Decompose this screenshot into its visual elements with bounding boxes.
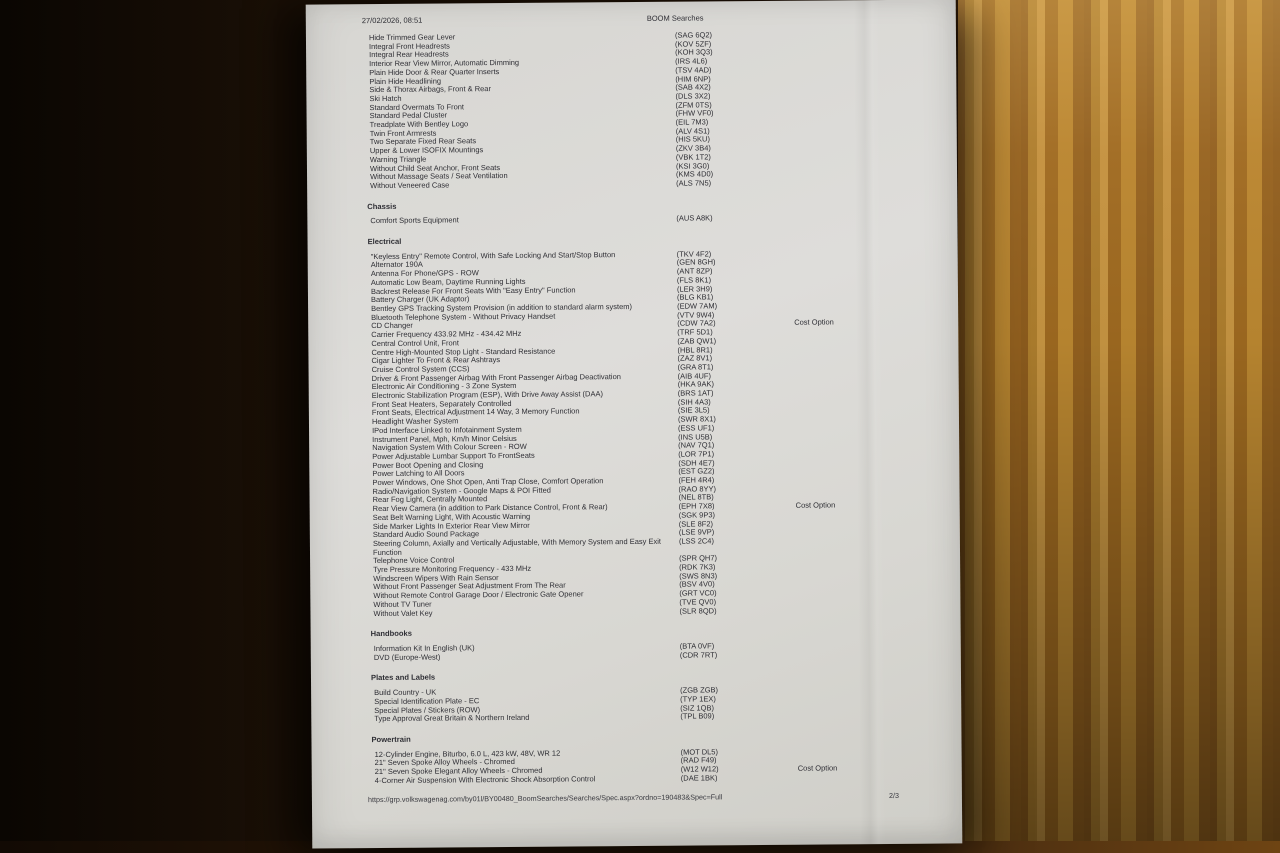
spec-item-name: Treadplate With Bentley Logo [369, 119, 469, 130]
spec-item-name: Special Plates / Stickers (ROW) [374, 704, 481, 715]
spec-item-code: (TSV 4AD) [675, 65, 712, 75]
spec-item-code: (SDH 4E7) [678, 458, 715, 468]
spec-item-name: Plain Hide Door & Rear Quarter Inserts [369, 66, 500, 77]
spec-item-name: Central Control Unit, Front [371, 338, 459, 348]
spec-item-note [796, 527, 951, 528]
spec-item-name: CD Changer [371, 321, 413, 331]
spec-item-note [794, 335, 949, 336]
spec-item-code: (SIH 4A3) [677, 397, 711, 407]
spec-item-note [794, 257, 949, 258]
spec-item-note [792, 90, 947, 91]
spec-item-note [795, 405, 950, 406]
spec-item-note [794, 266, 949, 267]
spec-item-code: (AUS A8K) [676, 213, 713, 224]
spec-item-code: (FLS 8K1) [676, 275, 712, 285]
spec-item-name: Windscreen Wipers With Rain Sensor [373, 572, 499, 583]
spec-item-name: Telephone Voice Control [373, 555, 455, 566]
spec-item-name: Without Veneered Case [370, 180, 450, 191]
spec-item-note [794, 248, 949, 249]
spec-item-name: Comfort Sports Equipment [370, 215, 459, 226]
spec-item-note [793, 143, 948, 144]
spec-item-note [795, 431, 950, 432]
spec-item-code: (BRS 1AT) [677, 388, 714, 398]
spec-item-name: Front Seat Heaters, Separately Controlled [371, 398, 512, 409]
section-heading: Electrical [367, 236, 402, 247]
spec-item-note [795, 457, 950, 458]
spec-section [367, 731, 952, 785]
desk-wood-surface [958, 0, 1280, 853]
spec-item-name: Two Separate Fixed Rear Seats [369, 136, 477, 147]
spec-item-note [797, 685, 952, 686]
spec-item-note: Cost Option [797, 763, 838, 773]
spec-item-name: Power Adjustable Lumbar Support To FrontSeats [372, 450, 535, 461]
spec-item-code: (HKA 9AK) [677, 379, 714, 389]
spec-item-code: (KSI 3G0) [675, 160, 710, 171]
spec-item-name: Without Massage Seats / Seat Ventilation [370, 171, 508, 182]
spec-item-note [795, 361, 950, 362]
spec-item-code: (CDW 7A2) [677, 318, 716, 329]
spec-item-name: Radio/Navigation System - Google Maps & POI Fitted [372, 485, 551, 496]
spec-item-name: Instrument Panel, Mph, Km/h Minor Celsius [372, 433, 517, 444]
spec-item-note [793, 177, 948, 178]
spec-item-name: 21" Seven Spoke Elegant Alloy Wheels - Chromed [374, 765, 543, 777]
spec-item-code: (W12 W12) [680, 764, 719, 774]
print-datetime: 27/02/2026, 08:51 [361, 15, 423, 26]
spec-item-code: (SWS 8N3) [679, 571, 718, 581]
spec-item-code: (SAG 6Q2) [674, 30, 713, 40]
spec-item-note [796, 579, 951, 580]
spec-item-name: Headlight Washer System [371, 416, 459, 427]
spec-item-note: Cost Option [794, 317, 834, 328]
spec-item-name: 12-Cylinder Engine, Biturbo, 6.0 L, 423 kW, 48V, WR 12 [374, 748, 561, 759]
spec-item-note [795, 388, 950, 389]
spec-item-note [793, 125, 948, 126]
spec-item-name: Without Front Passenger Seat Adjustment From The Rear [373, 581, 566, 592]
spec-item-code: (NAV 7Q1) [678, 440, 715, 450]
spec-item-name: Standard Pedal Cluster [369, 110, 448, 121]
section-items [364, 248, 952, 618]
spec-item-code: (TPL B09) [680, 711, 715, 721]
spec-item-name: Electronic Stabilization Program (ESP), With Drive Away Assist (DAA) [371, 389, 603, 401]
spec-item-code: (SAB 4X2) [675, 82, 711, 92]
spec-item-name: DVD (Europe-West) [373, 652, 441, 662]
spec-item-name: Rear Fog Light, Centrally Mounted [372, 494, 488, 505]
spec-item-note [796, 605, 951, 606]
spec-item-note [792, 47, 947, 48]
spec-item-code: (IRS 4L6) [675, 56, 708, 66]
spec-item-note [794, 283, 949, 284]
section-items [367, 641, 952, 663]
spec-item-name: Integral Front Headrests [368, 41, 450, 51]
spec-item-code: (BSV 4V0) [679, 579, 715, 590]
spec-item-name: Steering Column, Axially and Vertically Adjustable, With Memory System and Easy Exit Function [372, 536, 662, 557]
spec-item-name: Without Valet Key [373, 608, 433, 618]
spec-item-name: Rear View Camera (in addition to Park Distance Control, Front & Rear) [372, 502, 608, 514]
spec-item-note [796, 492, 951, 493]
spec-item-name: Twin Front Armrests [369, 128, 437, 138]
sections [362, 30, 953, 786]
spec-item-code: (LER 3H9) [676, 283, 713, 294]
spec-item-note [794, 353, 949, 354]
spec-item-note [792, 73, 947, 74]
spec-item-note [793, 213, 948, 214]
spec-item-note [798, 755, 953, 756]
spec-item-code: (ANT 8ZP) [676, 266, 713, 276]
spec-item-name: Tyre Pressure Monitoring Frequency - 433 MHz [373, 563, 532, 575]
spec-item-code: (SIE 3L5) [677, 405, 710, 416]
spec-item-name: Information Kit In English (UK) [373, 643, 475, 654]
spec-item-name: Centre High-Mounted Stop Light - Standard Resistance [371, 346, 556, 357]
spec-item-name: Power Latching to All Doors [372, 468, 465, 479]
spec-item-code: (EDW 7AM) [677, 301, 718, 311]
spec-item-name: Standard Audio Sound Package [372, 529, 480, 540]
spec-item-name: Plain Hide Headlining [369, 76, 442, 86]
spec-item-code: (KOV 5ZF) [674, 39, 712, 49]
spec-item-name: Bentley GPS Tracking System Provision (in addition to standard alarm system) [371, 301, 633, 314]
spec-item-note [797, 641, 952, 642]
spec-item-row [367, 711, 952, 724]
spec-item-code: (VTV 9W4) [677, 310, 715, 320]
spec-item-code: (CDR 7RT) [679, 650, 718, 660]
spec-item-note [796, 570, 951, 571]
printed-spec-sheet [306, 0, 963, 849]
spec-item-code: (FHW VF0) [675, 108, 714, 118]
spec-item-code: (GEN 8GH) [676, 257, 716, 268]
spec-section [364, 234, 952, 619]
spec-item-name: Backrest Release For Front Seats With "Easy Entry" Function [370, 285, 576, 296]
spec-item-note [797, 711, 952, 712]
section-heading: Plates and Labels [370, 672, 436, 683]
spec-item-note [792, 82, 947, 83]
spec-item-code: (AIB 4UF) [677, 371, 712, 381]
spec-item-note [795, 440, 950, 441]
spec-item-note [797, 693, 952, 694]
spec-item-name: Ski Hatch [369, 93, 402, 103]
spec-item-name: Build Country - UK [374, 687, 437, 698]
spec-item-code: (SIZ 1QB) [680, 702, 715, 713]
spec-item-code: (ALS 7N5) [676, 178, 712, 188]
spec-item-name: Alternator 190A [370, 260, 423, 270]
spec-item-name: Warning Triangle [369, 154, 427, 164]
spec-item-note [793, 117, 948, 118]
spec-item-code: (TVE QV0) [679, 597, 717, 607]
spec-section [362, 30, 948, 191]
spec-item-note [796, 518, 951, 519]
report-title: BOOM Searches [646, 13, 704, 23]
spec-item-note [795, 483, 950, 484]
section-items [367, 685, 952, 724]
spec-item-note [795, 466, 950, 467]
spec-item-note [797, 702, 952, 703]
spec-item-code: (MOT DL5) [680, 746, 718, 757]
page-content [362, 13, 953, 807]
spec-item-name: Special Identification Plate - EC [374, 696, 480, 706]
spec-item-code: (ZGB ZGB) [680, 685, 719, 695]
spec-item-note [792, 56, 947, 57]
spec-item-code: (HBL 8R1) [677, 344, 713, 355]
spec-item-name: Upper & Lower ISOFIX Mountings [369, 145, 484, 156]
spec-section [363, 198, 948, 226]
spec-item-note [796, 535, 951, 536]
spec-item-note [794, 301, 949, 302]
spec-item-name: Cigar Lighter To Front & Rear Ashtrays [371, 355, 501, 366]
spec-item-code: (TYP 1EX) [680, 694, 716, 704]
spec-item-note [792, 99, 947, 100]
spec-item-note [796, 562, 951, 563]
spec-item-code: (ZKV 3B4) [675, 143, 711, 153]
spec-item-note [796, 596, 951, 597]
spec-item-note [793, 134, 948, 135]
spec-item-note [795, 396, 950, 397]
spec-item-code: (ZAZ 8V1) [677, 353, 713, 363]
spec-item-name: Hide Trimmed Gear Lever [368, 32, 456, 43]
spec-item-code: (NEL 8TB) [678, 492, 714, 503]
spec-item-name: Navigation System With Colour Screen - ROW [372, 442, 527, 453]
spec-item-note [793, 160, 948, 161]
spec-item-name: Type Approval Great Britain & Northern Ireland [374, 713, 530, 724]
spec-item-code: (SLE 8F2) [678, 518, 714, 529]
spec-item-name: Power Windows, One Shot Open, Anti Trap Close, Comfort Operation [372, 476, 604, 488]
spec-item-note [795, 370, 950, 371]
spec-item-note [792, 30, 947, 31]
spec-item-name: Automatic Low Beam, Daytime Running Lights [370, 276, 526, 287]
spec-item-code: (SLR 8QD) [679, 605, 717, 616]
spec-item-name: Side Marker Lights In Exterior Rear View Mirror [372, 520, 530, 531]
spec-item-note [796, 553, 951, 554]
page-header [362, 13, 947, 27]
spec-item-code: (EIL 7M3) [675, 117, 709, 127]
spec-item-code: (ALV 4S1) [675, 126, 710, 136]
spec-item-note [798, 746, 953, 747]
spec-item-code: (ZAB QW1) [677, 336, 717, 346]
spec-item-code: (SWR 8X1) [677, 414, 716, 424]
section-heading: Powertrain [371, 734, 411, 744]
spec-item-note [795, 475, 950, 476]
spec-item-code: (KOH 3Q3) [675, 47, 713, 58]
spec-item-code: (LSE 9VP) [678, 527, 715, 537]
spec-item-code: (FEH 4R4) [678, 475, 715, 485]
spec-item-note [796, 588, 951, 589]
spec-item-note [794, 292, 949, 293]
spec-item-code: (SPR QH7) [679, 553, 718, 564]
spec-item-code: (HIM 6NP) [675, 73, 711, 84]
spec-item-code: (LSS 2C4) [678, 536, 714, 546]
page-number: 2/3 [888, 791, 899, 801]
spec-item-code: (ZFM 0TS) [675, 100, 712, 110]
spec-item-code: (TRF 5D1) [677, 327, 713, 337]
spec-item-note [795, 422, 950, 423]
spec-item-code: (BLG KB1) [676, 292, 714, 302]
spec-item-name: IPod Interface Linked to Infotainment System [372, 424, 522, 435]
spec-section [367, 670, 952, 724]
spec-item-code: (TKV 4F2) [676, 249, 712, 259]
spec-item-note [793, 108, 948, 109]
spec-item-code: (DLS 3X2) [675, 91, 711, 101]
spec-item-note [792, 38, 947, 39]
spec-item-note [794, 309, 949, 310]
spec-item-name: 4-Corner Air Suspension With Electronic Shock Absorption Control [374, 774, 596, 785]
spec-item-code: (DAE 1BK) [680, 773, 718, 783]
section-items [363, 213, 948, 226]
spec-item-code: (RDK 7K3) [679, 562, 716, 572]
section-heading: Chassis [367, 201, 397, 211]
spec-item-code: (LOR 7P1) [678, 449, 715, 459]
spec-item-name: Driver & Front Passenger Airbag With Front Passenger Airbag Deactivation [371, 371, 621, 383]
spec-item-code: (SGK 9P3) [678, 510, 716, 520]
spec-item-code: (GRA 8T1) [677, 362, 714, 372]
spec-item-name: 21" Seven Spoke Alloy Wheels - Chromed [374, 757, 515, 768]
spec-section [367, 626, 952, 663]
spec-item-note: Cost Option [795, 500, 836, 510]
footer-url: https://grp.volkswagenag.com/by01l/BY00480_BoomSearches/Searches/Spec.aspx?ordno=190483&Spec=Full [367, 792, 723, 805]
spec-item-code: (INS U5B) [678, 431, 713, 442]
spec-item-name: Power Boot Opening and Closing [372, 459, 484, 470]
spec-item-code: (ESS UF1) [677, 423, 715, 433]
spec-item-note [794, 274, 949, 275]
spec-item-note [794, 344, 949, 345]
spec-item-name: Carrier Frequency 433.92 MHz - 434.42 MHz [371, 328, 522, 340]
spec-item-code: (GRT VC0) [679, 588, 717, 598]
spec-item-name: Antenna For Phone/GPS - ROW [370, 268, 479, 279]
spec-item-name: Seat Belt Warning Light, With Acoustic Warning [372, 511, 531, 522]
spec-item-name: Integral Rear Headrests [369, 49, 449, 60]
spec-item-name: Cruise Control System (CCS) [371, 364, 470, 374]
spec-item-code: (VBK 1T2) [675, 152, 711, 162]
spec-item-name: Standard Overmats To Front [369, 101, 465, 112]
spec-item-code: (EST GZ2) [678, 466, 715, 476]
spec-item-name: "Keyless Entry" Remote Control, With Safe Locking And Start/Stop Button [370, 249, 616, 261]
spec-item-note [792, 64, 947, 65]
spec-item-note [795, 414, 950, 415]
spec-item-name: Battery Charger (UK Adaptor) [370, 294, 470, 305]
spec-item-note [793, 151, 948, 152]
spec-item-name: Bluetooth Telephone System - Without Privacy Handset [371, 311, 556, 322]
spec-item-name: Interior Rear View Mirror, Automatic Dimming [369, 58, 520, 69]
spec-item-code: (EPH 7X8) [678, 501, 715, 511]
spec-item-name: Front Seats, Electrical Adjustment 14 Way, 3 Memory Function [371, 406, 580, 418]
spec-item-note [795, 379, 950, 380]
spec-item-name: Electronic Air Conditioning - 3 Zone System [371, 381, 517, 392]
section-heading: Handbooks [370, 629, 413, 639]
spec-item-code: (BTA 0VF) [679, 641, 715, 651]
spec-item-code: (RAO 8YY) [678, 484, 717, 494]
spec-item-name: Without TV Tuner [373, 599, 432, 609]
spec-item-code: (KMS 4D0) [676, 169, 714, 179]
spec-item-name: Without Remote Control Garage Door / Electronic Gate Opener [373, 589, 584, 601]
spec-item-note [795, 448, 950, 449]
spec-item-name: Without Child Seat Anchor, Front Seats [369, 162, 501, 173]
spec-item-name: Side & Thorax Airbags, Front & Rear [369, 84, 491, 95]
spec-item-note [797, 649, 952, 650]
spec-item-code: (HIS 5KU) [675, 134, 710, 145]
spec-item-row [363, 213, 948, 226]
section-items [368, 746, 953, 785]
section-items [362, 30, 948, 191]
spec-item-code: (RAD F49) [680, 755, 717, 765]
spec-item-note [793, 169, 948, 170]
